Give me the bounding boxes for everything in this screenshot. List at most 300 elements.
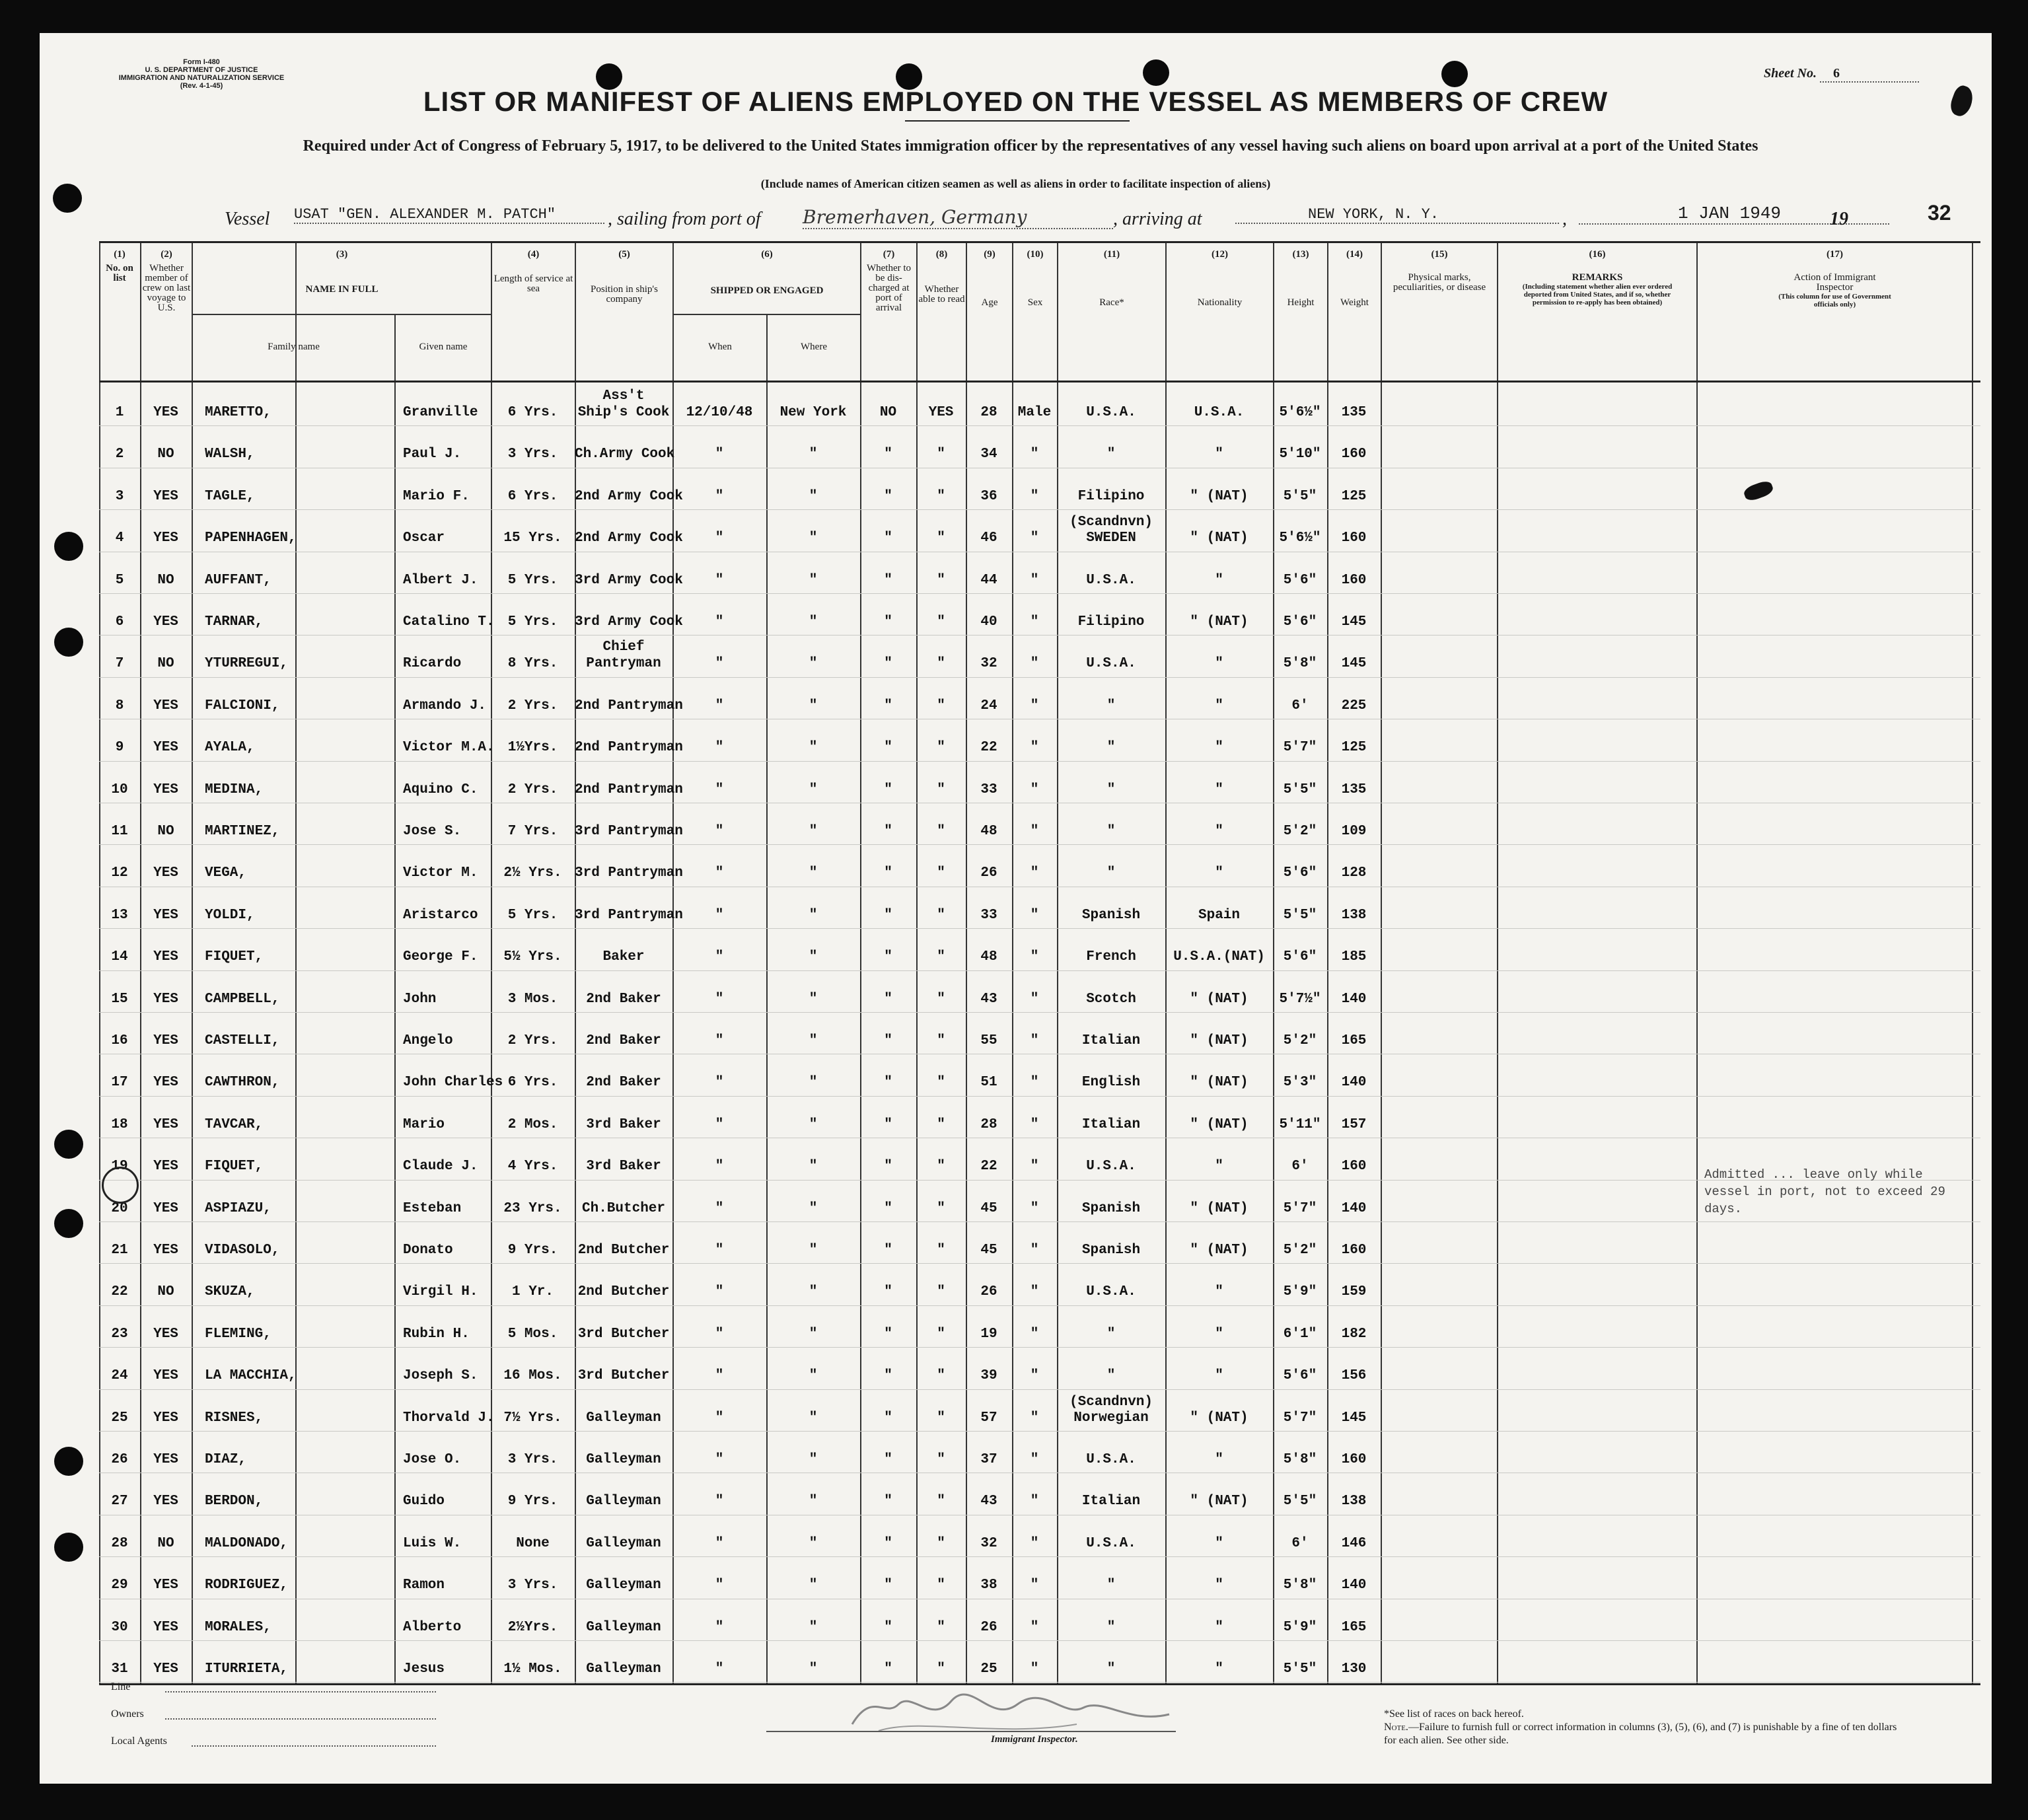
cell-race: Filipino [1077,614,1145,630]
form-revision: (Rev. 4-1-45) [180,82,223,90]
cell-weight: 125 [1341,488,1367,504]
cell-weight: 165 [1341,1619,1367,1635]
cell-no: 24 [111,1368,128,1384]
owners-field [165,1718,436,1720]
cell-sex: " [1030,447,1039,462]
cell-when: " [715,614,724,630]
cell-given: Luis W. [403,1535,462,1551]
cell-height: 5'11" [1279,1116,1321,1132]
cell-disch: " [884,1535,892,1551]
cell-prev: YES [153,488,178,504]
cell-disch: " [884,1033,892,1048]
cell-read: " [937,907,945,923]
cell-service: 9 Yrs. [507,1243,558,1258]
cell-race: " [1106,782,1116,797]
col-11-header: Race* [1099,297,1124,308]
cell-nat: " [1215,1159,1223,1175]
col-6b-header: Where [801,342,827,352]
cell-where: " [809,1075,818,1091]
cell-service: 5½ Yrs. [503,949,562,965]
sheet-number-field [1764,66,1962,83]
cell-disch: " [884,1368,892,1384]
cell-when: " [715,1619,724,1635]
cell-height: 5'6" [1283,572,1317,588]
cell-weight: 109 [1341,824,1367,839]
cell-race: " [1106,1578,1116,1593]
cell-sex: " [1030,1326,1039,1342]
cell-age: 33 [980,907,997,923]
cell-read: " [937,1494,945,1510]
cell-family: FLEMING, [205,1326,272,1342]
cell-race: Spanish [1081,1200,1141,1216]
cell-race: Spanish [1081,907,1141,923]
cell-prev: YES [153,1116,178,1132]
cell-prev: YES [153,1619,178,1635]
cell-family: RISNES, [205,1410,264,1426]
cell-when: " [715,740,724,756]
cell-nat: " (NAT) [1190,1200,1249,1216]
col-3-num: (3) [336,249,348,260]
fine-note [1384,1721,1899,1747]
cell-prev: YES [153,907,178,923]
cell-disch: " [884,782,892,797]
row-rule [99,928,1980,929]
col-9-num: (9) [984,249,996,260]
cell-position: Galleyman [586,1535,661,1551]
cell-no: 31 [111,1661,128,1677]
cell-height: 5'2" [1283,1033,1317,1048]
cell-read: " [937,1578,945,1593]
cell-no: 9 [115,740,124,756]
punch-hole [54,532,83,561]
cell-when: " [715,572,724,588]
cell-age: 48 [980,824,997,839]
cell-sex: " [1030,1535,1039,1551]
cell-position: 3rd Pantryman [575,824,683,839]
cell-read: " [937,572,945,588]
cell-read: " [937,1452,945,1467]
cell-sex: " [1030,865,1039,881]
cell-given: Jose S. [403,824,462,839]
cell-race: Italian [1081,1116,1141,1132]
cell-age: 45 [980,1200,997,1216]
row-rule [99,677,1980,678]
cell-weight: 135 [1341,782,1367,797]
cell-service: 9 Yrs. [507,1494,558,1510]
cell-given: Victor M.A. [403,740,495,756]
cell-service: 1 Yr. [511,1284,554,1300]
cell-sex: " [1030,614,1039,630]
cell-disch: " [884,1326,892,1342]
cell-age: 37 [980,1452,997,1467]
cell-sex: " [1030,572,1039,588]
cell-no: 15 [111,991,128,1007]
col-4-num: (4) [527,249,540,260]
cell-given: Ramon [403,1578,445,1593]
cell-where: " [809,1243,818,1258]
punch-hole [54,1533,83,1562]
cell-position: Galleyman [586,1661,661,1677]
cell-prev: YES [153,698,178,713]
cell-position: 2nd Baker [586,1075,661,1091]
col-5-header: Position in ship's company [591,284,658,305]
note-label: Note. [1384,1722,1408,1733]
cell-read: " [937,1075,945,1091]
col-17-note: (This column for use of Government officials only) [1778,293,1891,309]
cell-service: 3 Yrs. [507,1452,558,1467]
cell-read: " [937,1116,945,1132]
cell-position: Galleyman [586,1452,661,1467]
cell-given: Aquino C. [403,782,478,797]
cell-when: " [715,1368,724,1384]
cell-disch: " [884,1075,892,1091]
cell-family: CAMPBELL, [205,991,280,1007]
cell-where: " [809,1578,818,1593]
cell-nat: U.S.A. [1194,405,1245,420]
cell-prev: YES [153,1452,178,1467]
cell-sex: " [1030,740,1039,756]
cell-height: 6' [1291,698,1309,713]
cell-nat: " [1215,1326,1223,1342]
cell-age: 48 [980,949,997,965]
cell-given: Oscar [403,530,445,546]
cell-disch: " [884,1243,892,1258]
col-2-header: Whether member of crew on last voyage to U.S. [142,263,191,313]
cell-sex: " [1030,1494,1039,1510]
vessel-name: USAT "GEN. ALEXANDER M. PATCH" [294,206,604,224]
cell-given: Angelo [403,1033,453,1048]
row-rule [99,425,1980,426]
cell-height: 5'9" [1283,1284,1317,1300]
cell-read: " [937,782,945,797]
cell-nat: " [1215,572,1223,588]
cell-no: 8 [115,698,124,713]
col-14-num: (14) [1346,249,1363,260]
cell-position: 2nd Butcher [577,1243,670,1258]
cell-weight: 128 [1341,865,1367,881]
cell-age: 55 [980,1033,997,1048]
cell-service: 2 Yrs. [507,698,558,713]
cell-sex: " [1030,1368,1039,1384]
cell-sex: " [1030,1033,1039,1048]
cell-family: VIDASOLO, [205,1243,280,1258]
cell-service: 1½ Mos. [503,1661,562,1677]
cell-race: " [1106,824,1116,839]
cell-race: Italian [1081,1033,1141,1048]
cell-family: FIQUET, [205,1159,264,1175]
cell-height: 5'6½" [1279,405,1321,420]
cell-family: FALCIONI, [205,698,280,713]
cell-family: AUFFANT, [205,572,272,588]
cell-read: " [937,1410,945,1426]
cell-sex: " [1030,782,1039,797]
cell-weight: 145 [1341,614,1367,630]
cell-where: New York [779,405,847,420]
cell-read: " [937,1535,945,1551]
cell-height: 5'3" [1283,1075,1317,1091]
cell-service: 7½ Yrs. [503,1410,562,1426]
cell-nat: " (NAT) [1190,991,1249,1007]
cell-no: 14 [111,949,128,965]
cell-no: 6 [115,614,124,630]
cell-height: 5'7" [1283,740,1317,756]
cell-where: " [809,1116,818,1132]
cell-service: 2 Yrs. [507,782,558,797]
cell-sex: " [1030,1578,1039,1593]
cell-read: " [937,1326,945,1342]
note-text: —Failure to furnish full or correct information in columns (3), (5), (6), and (7) is punishable by a fine of ten dollars for each alien. See other side. [1384,1722,1897,1746]
cell-disch: NO [879,405,897,420]
cell-nat: " (NAT) [1190,1410,1249,1426]
form-service: IMMIGRATION AND NATURALIZATION SERVICE [118,74,285,82]
cell-age: 28 [980,1116,997,1132]
cell-race: " [1106,447,1116,462]
cell-no: 12 [111,865,128,881]
cell-prev: YES [153,740,178,756]
cell-nat: " [1215,656,1223,672]
cell-service: 8 Yrs. [507,656,558,672]
cell-family: MALDONADO, [205,1535,289,1551]
cell-sex: " [1030,1410,1039,1426]
row-rule [99,1640,1980,1641]
cell-given: Joseph S. [403,1368,478,1384]
cell-nat: " (NAT) [1190,488,1249,504]
cell-given: Albert J. [403,572,478,588]
cell-read: " [937,740,945,756]
punch-hole [54,1209,83,1238]
cell-no: 5 [115,572,124,588]
cell-weight: 156 [1341,1368,1367,1384]
cell-race: Italian [1081,1494,1141,1510]
cell-race: SWEDEN [1086,530,1136,546]
inspector-label: Immigrant Inspector. [991,1734,1078,1745]
cell-disch: " [884,865,892,881]
cell-disch: " [884,1619,892,1635]
cell-when: " [715,656,724,672]
cell-sex: " [1030,991,1039,1007]
cell-weight: 160 [1341,447,1367,462]
row-rule [99,761,1980,762]
cell-weight: 145 [1341,656,1367,672]
cell-where: " [809,1326,818,1342]
col-3a-header: Family name [268,342,320,352]
cell-read: " [937,1033,945,1048]
cell-race: Filipino [1077,488,1145,504]
cell-nat: " [1215,1535,1223,1551]
row-rule [99,1347,1980,1348]
cell-family: AYALA, [205,740,255,756]
cell-disch: " [884,1452,892,1467]
cell-where: " [809,865,818,881]
cell-sex: " [1030,530,1039,546]
manifest-sheet [40,33,1992,1784]
cell-position: Galleyman [586,1578,661,1593]
cell-disch: " [884,572,892,588]
owners-label: Owners [111,1708,144,1720]
col-15-num: (15) [1431,249,1448,260]
cell-prev: YES [153,1159,178,1175]
agents-field [192,1745,436,1747]
page-title: LIST OR MANIFEST OF ALIENS EMPLOYED ON THE VESSEL AS MEMBERS OF CREW [423,86,1609,117]
cell-read: " [937,1200,945,1216]
cell-family: SKUZA, [205,1284,255,1300]
row-13-circle-mark [102,1167,139,1204]
cell-race-line1: (Scandnvn) [1069,1394,1153,1410]
cell-disch: " [884,656,892,672]
cell-given: Guido [403,1494,445,1510]
row-rule [99,1221,1980,1222]
cell-sex: " [1030,1243,1039,1258]
cell-where: " [809,614,818,630]
cell-age: 39 [980,1368,997,1384]
cell-height: 5'6½" [1279,530,1321,546]
cell-family: PAPENHAGEN, [205,530,297,546]
cell-height: 5'6" [1283,1368,1317,1384]
cell-weight: 160 [1341,530,1367,546]
cell-prev: YES [153,530,178,546]
cell-position: 3rd Butcher [577,1368,670,1384]
cell-race-line1: (Scandnvn) [1069,515,1153,530]
cell-service: 15 Yrs. [503,530,562,546]
cell-age: 24 [980,698,997,713]
cell-position: Galleyman [586,1410,661,1426]
cell-weight: 160 [1341,1243,1367,1258]
cell-weight: 135 [1341,405,1367,420]
cell-weight: 185 [1341,949,1367,965]
cell-race: French [1086,949,1136,965]
cell-no: 11 [111,824,128,839]
cell-no: 3 [115,488,124,504]
cell-no: 23 [111,1326,128,1342]
cell-sex: " [1030,1159,1039,1175]
cell-given: Mario F. [403,488,470,504]
cell-position: Ch.Butcher [581,1200,666,1216]
cell-when: " [715,1243,724,1258]
cell-race: Norwegian [1073,1410,1149,1426]
cell-given: Rubin H. [403,1326,470,1342]
cell-service: 7 Yrs. [507,824,558,839]
cell-nat: " [1215,1368,1223,1384]
cell-nat: " [1215,865,1223,881]
cell-family: MORALES, [205,1619,272,1635]
cell-disch: " [884,488,892,504]
cell-prev: YES [153,991,178,1007]
cell-no: 18 [111,1116,128,1132]
cell-prev: NO [157,824,174,839]
cell-service: 16 Mos. [503,1368,562,1384]
cell-family: MEDINA, [205,782,264,797]
cell-where: " [809,1535,818,1551]
col-16-num: (16) [1589,249,1606,260]
cell-nat: " (NAT) [1190,1243,1249,1258]
cell-when: " [715,1535,724,1551]
cell-where: " [809,1494,818,1510]
cell-prev: YES [153,1578,178,1593]
cell-race: " [1106,698,1116,713]
cell-read: " [937,1284,945,1300]
cell-nat: " (NAT) [1190,1116,1249,1132]
cell-read: " [937,656,945,672]
cell-disch: " [884,1661,892,1677]
punch-hole [54,1447,83,1476]
cell-read: YES [928,405,954,420]
col-15-header: Physical marks, peculiarities, or disease [1393,272,1486,293]
cell-race: " [1106,740,1116,756]
cell-height: 5'5" [1283,1661,1317,1677]
cell-family: TAGLE, [205,488,255,504]
cell-disch: " [884,1494,892,1510]
cell-sex: " [1030,1116,1039,1132]
cell-prev: YES [153,1326,178,1342]
cell-weight: 138 [1341,1494,1367,1510]
cell-height: 5'8" [1283,1578,1317,1593]
cell-service: 5 Yrs. [507,907,558,923]
cell-age: 28 [980,405,997,420]
cell-family: TAVCAR, [205,1116,264,1132]
cell-sex: " [1030,1200,1039,1216]
cell-family: MARETTO, [205,405,272,420]
row-rule [99,1263,1980,1264]
cell-position: 3rd Army Cook [575,614,683,630]
cell-where: " [809,949,818,965]
cell-nat: " (NAT) [1190,1494,1249,1510]
cell-given: George F. [403,949,478,965]
col-8-header: Whether able to read [918,284,965,305]
vessel-label: Vessel [225,209,270,229]
cell-when: 12/10/48 [686,405,753,420]
port-from: Bremerhaven, Germany [803,206,1113,229]
cell-sex: " [1030,1075,1039,1091]
cell-where: " [809,447,818,462]
cell-service: 23 Yrs. [503,1200,562,1216]
cell-age: 51 [980,1075,997,1091]
cell-nat: " [1215,824,1223,839]
cell-prev: YES [153,405,178,420]
cell-nat: Spain [1198,907,1240,923]
cell-when: " [715,488,724,504]
cell-when: " [715,1200,724,1216]
cell-disch: " [884,1116,892,1132]
cell-no: 27 [111,1494,128,1510]
punch-hole [54,628,83,657]
cell-when: " [715,447,724,462]
cell-age: 44 [980,572,997,588]
col-16-header: REMARKS [1572,272,1623,283]
row-rule [99,1389,1980,1390]
arrival-date: 1 JAN 1949 [1579,203,1889,225]
col-8-num: (8) [935,249,948,260]
crew-table [99,241,1980,1685]
cell-race: English [1081,1075,1141,1091]
cell-height: 5'10" [1279,447,1321,462]
cell-disch: " [884,991,892,1007]
cell-nat: " [1215,740,1223,756]
cell-disch: " [884,824,892,839]
col-2-num: (2) [161,249,172,260]
row-rule [99,635,1980,636]
cell-position: Galleyman [586,1619,661,1635]
cell-weight: 165 [1341,1033,1367,1048]
cell-where: " [809,1452,818,1467]
vessel-line [225,201,1969,233]
col-7-header: Whether to be dis-charged at port of arrival [866,263,912,313]
cell-when: " [715,1494,724,1510]
cell-prev: YES [153,614,178,630]
cell-height: 5'8" [1283,656,1317,672]
cell-prev: YES [153,1200,178,1216]
cell-where: " [809,656,818,672]
cell-when: " [715,1410,724,1426]
